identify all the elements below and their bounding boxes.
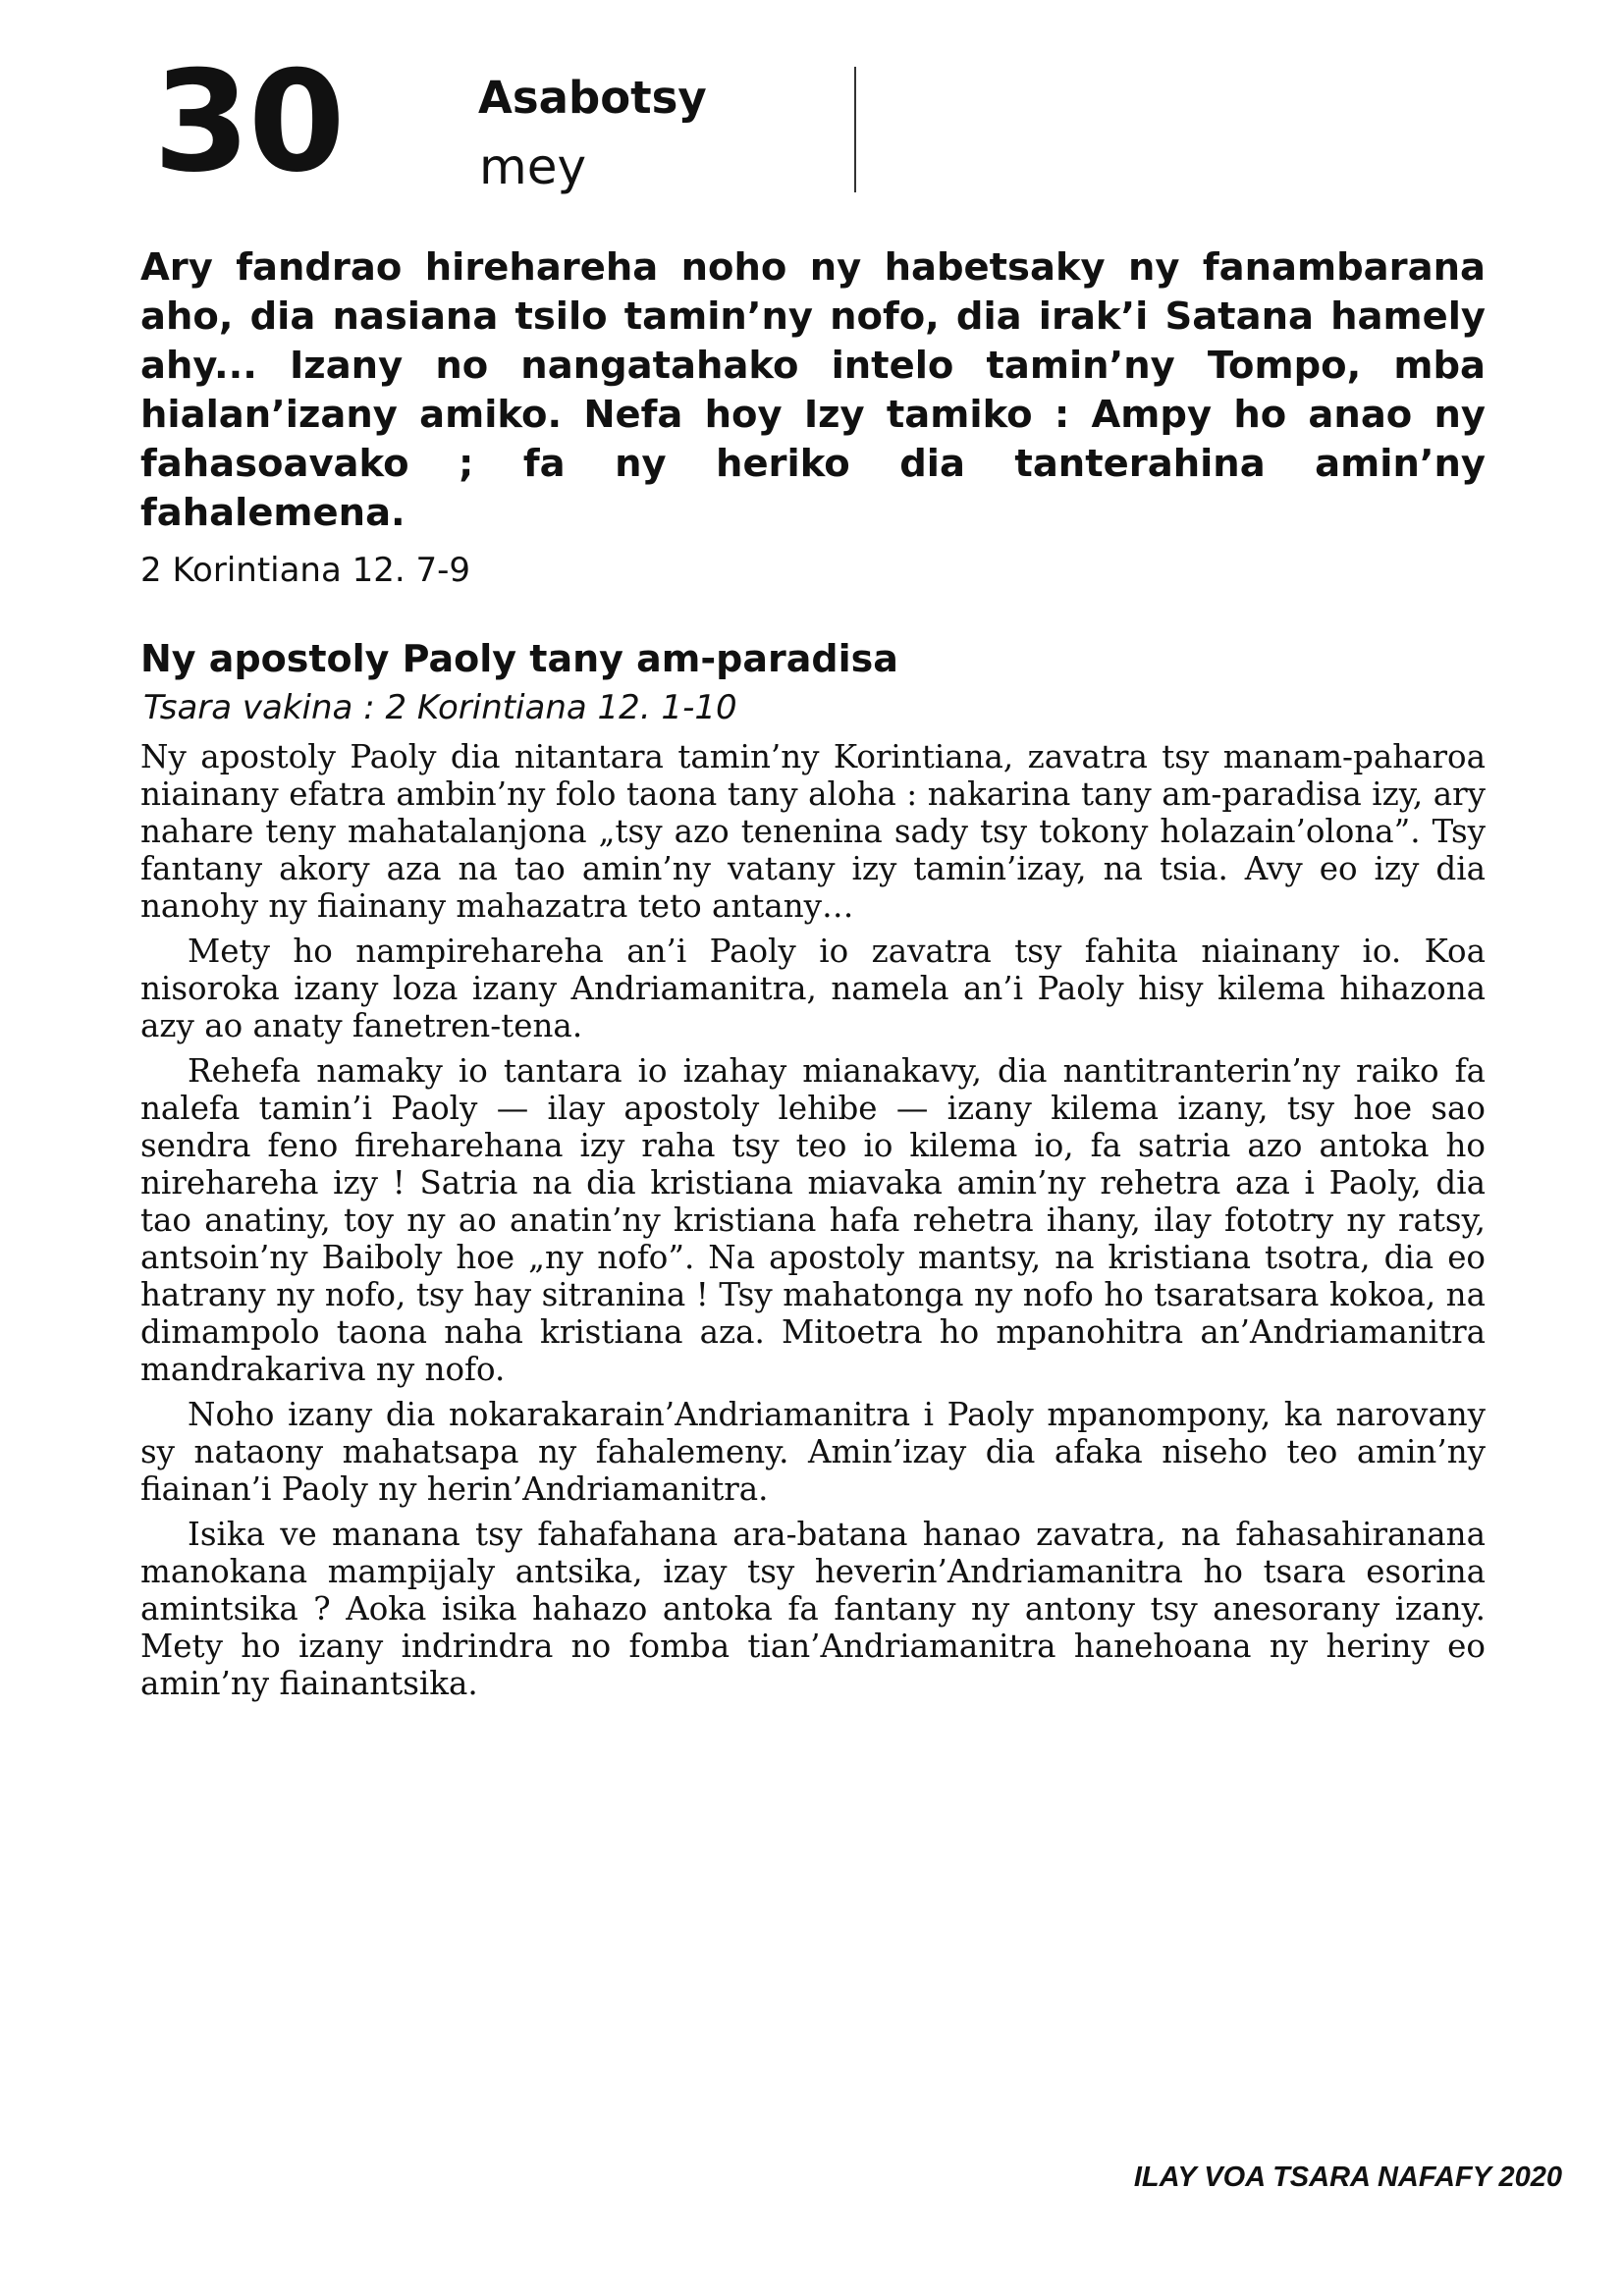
verse-reference: 2 Korintiana 12. 7-9 bbox=[140, 551, 471, 590]
header-divider bbox=[854, 67, 856, 192]
paragraph: Mety ho nampirehareha an’i Paoly io zavatra tsy fahita niainany io. Koa nisoroka izany loza izany Andriamanitra, namela an’i Paoly hisy kilema hihazona azy ao anaty fanetren-tena. bbox=[140, 933, 1486, 1044]
day-number: 30 bbox=[153, 41, 344, 203]
weekday-label: Asabotsy bbox=[478, 72, 707, 124]
paragraph: Isika ve manana tsy fahafahana ara-batana hanao zavatra, na fahasahiranana manokana mampijaly antsika, izay tsy heverin’Andriamanitra ho tsara esorina amintsika ? Aoka isika hahazo antoka fa fantany ny antony tsy anesorany izany. Mety ho izany indrindra no fomba tian’Andriamanitra hanehoana ny heriny eo amin’ny fiainantsika. bbox=[140, 1516, 1486, 1702]
paragraph: Ny apostoly Paoly dia nitantara tamin’ny Korintiana, zavatra tsy manam-paharoa niainany efatra ambin’ny folo taona tany aloha : nakarina tany am-paradisa izy, ary nahare teny mahatalanjona „tsy azo tenenina sady tsy tokony holazain’olona”. Tsy fantany akory aza na tao amin’ny vatany izy tamin’izay, na tsia. Avy eo izy dia nanohy ny fiainany mahazatra teto antany… bbox=[140, 738, 1486, 925]
month-label: mey bbox=[479, 138, 587, 195]
publication-footer: ILAY VOA TSARA NAFAFY 2020 bbox=[1133, 2162, 1562, 2193]
date-header bbox=[147, 41, 874, 203]
section-title: Ny apostoly Paoly tany am-paradisa bbox=[140, 637, 898, 680]
reading-reference: Tsara vakina : 2 Korintiana 12. 1-10 bbox=[143, 688, 737, 727]
paragraph: Rehefa namaky io tantara io izahay mianakavy, dia nantitranterin’ny raiko fa nalefa tamin’i Paoly — ilay apostoly lehibe — izany kilema izany, tsy hoe sao sendra feno fireharehana izy raha tsy teo io kilema io, fa satria azo antoka ho nirehareha izy ! Satria na dia kristiana miavaka amin’ny rehetra aza i Paoly, dia tao anatiny, toy ny ao anatin’ny kristiana hafa rehetra ihany, ilay fototry ny ratsy, antsoin’ny Baiboly hoe „ny nofo”. Na apostoly mantsy, na kristiana tsotra, dia eo hatrany ny nofo, tsy hay sitranina ! Tsy mahatonga ny nofo ho tsaratsara kokoa, na dimampolo taona naha kristiana aza. Mitoetra ho mpanohitra an’Andriamanitra mandrakariva ny nofo. bbox=[140, 1052, 1486, 1388]
daily-verse: Ary fandrao hirehareha noho ny habetsaky ny fanambarana aho, dia nasiana tsilo tamin’ny nofo, dia irak’i Satana hamely ahy... Izany no nangatahako intelo tamin’ny Tompo, mba hialan’izany amiko. Nefa hoy Izy tamiko : Ampy ho anao ny fahasoavako ; fa ny heriko dia tanterahina amin’ny fahalemena. bbox=[140, 245, 1486, 535]
paragraph: Noho izany dia nokarakarain’Andriamanitra i Paoly mpanompony, ka narovany sy nataony mahatsapa ny fahalemeny. Amin’izay dia afaka niseho teo amin’ny fiainan’i Paoly ny herin’Andriamanitra. bbox=[140, 1396, 1486, 1508]
article-body bbox=[140, 738, 1486, 1710]
